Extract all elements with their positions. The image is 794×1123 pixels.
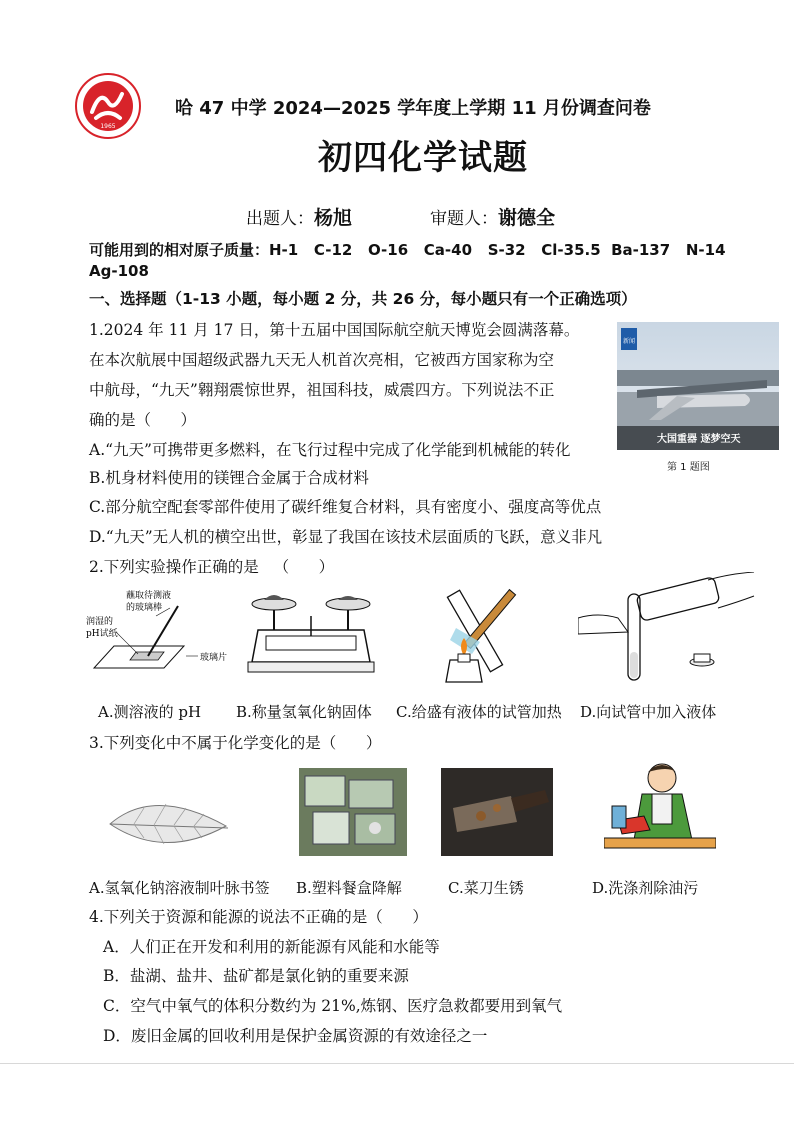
- q1-line-4: 确的是（ ）: [89, 411, 197, 429]
- q2-option-d: D.向试管中加入液体: [580, 703, 717, 721]
- svg-text:润湿的: 润湿的: [86, 617, 114, 627]
- q1-line-3: 中航母，“九天”翱翔震惊世界，祖国科技，威震四方。下列说法不正: [89, 381, 555, 399]
- setter: [246, 203, 352, 230]
- setter-name: 杨旭: [314, 207, 353, 229]
- q4-option-b: B．盐湖、盐井、盐矿都是氯化钠的重要来源: [103, 967, 409, 985]
- svg-text:1965: 1965: [100, 123, 116, 130]
- q1-option-b: B.机身材料使用的镁锂合金属于合成材料: [89, 469, 369, 487]
- q2-figure-d-pouring: [578, 572, 758, 692]
- q3-option-d: D.洗涤剂除油污: [592, 879, 699, 897]
- q1-line-2: 在本次航展中国超级武器九天无人机首次亮相，它被西方国家称为空: [89, 351, 555, 369]
- school-logo: [74, 72, 142, 140]
- q4-option-d: D．废旧金属的回收利用是保护金属资源的有效途径之一: [103, 1027, 488, 1045]
- svg-text:新闻: 新闻: [622, 338, 636, 345]
- q2-option-c: C.给盛有液体的试管加热: [396, 703, 562, 721]
- q3-option-c: C.菜刀生锈: [448, 879, 524, 897]
- page-divider: [0, 1063, 794, 1064]
- q1-option-d: D.“九天”无人机的横空出世，彰显了我国在该技术层面质的飞跃，意义非凡: [89, 528, 603, 546]
- q1-option-a: A.“九天”可携带更多燃料，在飞行过程中完成了化学能到机械能的转化: [89, 441, 571, 459]
- q1-figure-caption: 第 1 题图: [667, 462, 710, 473]
- q2-figure-c-heating: [428, 582, 538, 692]
- q3-stem: 3.下列变化中不属于化学变化的是（ ）: [89, 734, 382, 752]
- section-heading: 一、选择题（1-13 小题，每小题 2 分，共 26 分，每小题只有一个正确选项）: [89, 290, 637, 308]
- reviewer: [430, 203, 555, 230]
- atomic-mass-line2: Ag-108: [89, 262, 149, 280]
- q3-figure-c-rusty-knife: [441, 768, 553, 856]
- q3-figure-b-plastic-boxes: [299, 768, 407, 856]
- svg-text:玻璃片: 玻璃片: [200, 653, 228, 663]
- q1-option-c: C.部分航空配套零部件使用了碳纤维复合材料，具有密度小、强度高等优点: [89, 498, 602, 516]
- q3-option-a: A.氢氧化钠溶液制叶脉书签: [89, 879, 270, 897]
- q1-drone-photo: [617, 322, 779, 450]
- q4-stem: 4.下列关于资源和能源的说法不正确的是（ ）: [89, 908, 428, 926]
- q4-option-c: C．空气中氧气的体积分数约为 21%,炼钢、医疗急救都要用到氧气: [103, 997, 563, 1015]
- svg-text:蘸取待测液: 蘸取待测液: [126, 591, 172, 601]
- svg-text:的玻璃棒: 的玻璃棒: [126, 603, 163, 613]
- q2-option-a: A.测溶液的 pH: [98, 703, 202, 721]
- q2-stem: 2.下列实验操作正确的是 （ ）: [89, 558, 335, 576]
- reviewer-name: 谢德全: [498, 207, 556, 229]
- q3-figure-d-washing: [604, 760, 716, 856]
- q2-figure-b-balance: [246, 586, 376, 686]
- q4-option-a: A．人们正在开发和利用的新能源有风能和水能等: [103, 938, 440, 956]
- reviewer-label: 审题人：: [430, 209, 498, 229]
- svg-text:大国重器 逐梦空天: 大国重器 逐梦空天: [657, 434, 741, 445]
- exam-title: 初四化学试题: [318, 138, 528, 178]
- q2-option-b: B.称量氢氧化钠固体: [236, 703, 372, 721]
- q2-figure-a-ph-test: [86, 586, 236, 686]
- svg-text:pH试纸: pH试纸: [86, 629, 118, 639]
- setter-label: 出题人：: [246, 209, 314, 229]
- q1-line-1: 1.2024 年 11 月 17 日，第十五届中国国际航空航天博览会圆满落幕。: [89, 321, 580, 339]
- atomic-mass-line1: 可能用到的相对原子质量：H-1 C-12 O-16 Ca-40 S-32 Cl-35.5 Ba-137 N-14: [89, 241, 726, 259]
- q3-option-b: B.塑料餐盒降解: [296, 879, 402, 897]
- school-title: 哈 47 中学 2024—2025 学年度上学期 11 月份调查问卷: [175, 98, 651, 119]
- q3-figure-a-leaf: [104, 790, 234, 860]
